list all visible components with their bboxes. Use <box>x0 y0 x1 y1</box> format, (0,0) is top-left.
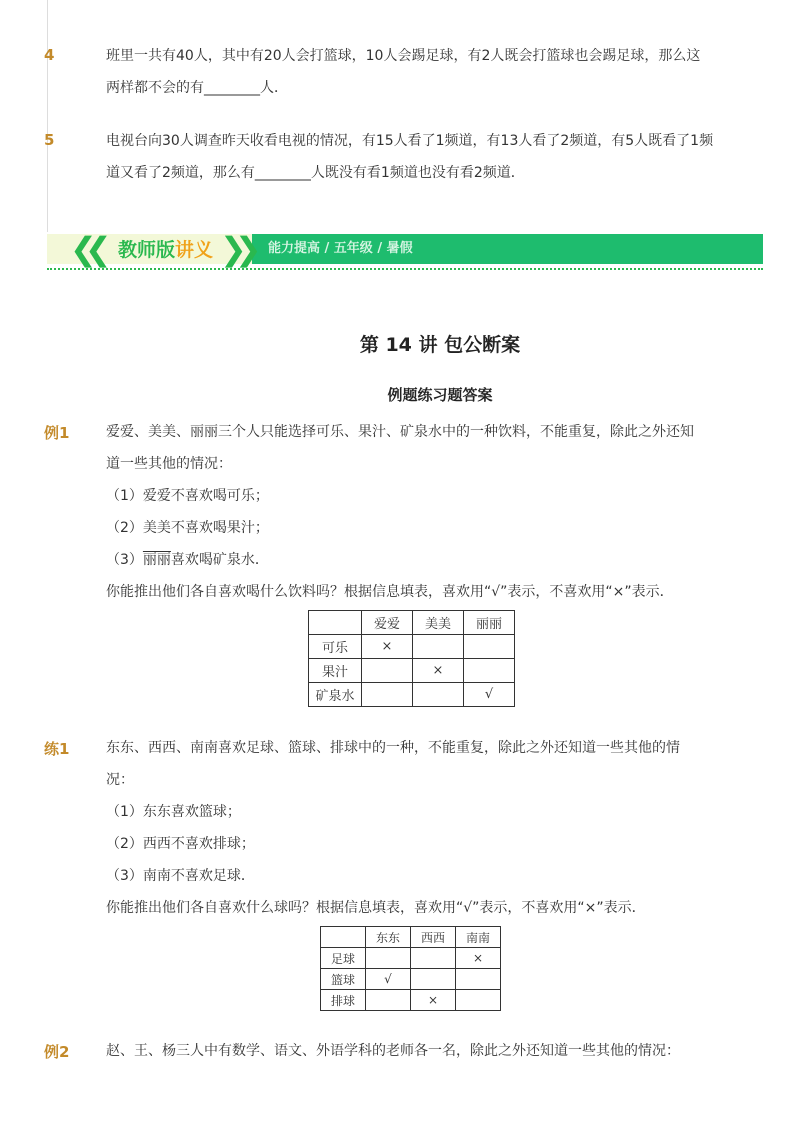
table-corner <box>309 611 362 635</box>
practice-1-cond1: （1）东东喜欢篮球； <box>106 804 241 820</box>
table-cell: × <box>413 659 464 683</box>
example-1-line1: 爱爱、美美、丽丽三个人只能选择可乐、果汁、矿泉水中的一种饮料，不能重复，除此之外还知 <box>106 424 694 440</box>
lecture-title: 第 14 讲 包公断案 <box>359 334 521 356</box>
table-cell <box>413 683 464 707</box>
example-2-line1: 赵、王、杨三人中有数学、语文、外语学科的老师各一名，除此之外还知道一些其他的情况： <box>106 1043 680 1059</box>
table-cell: × <box>411 990 456 1011</box>
table-cell <box>456 969 501 990</box>
practice-1-cond3: （3）南南不喜欢足球． <box>106 868 255 884</box>
banner-title-part2: 讲义 <box>175 239 214 261</box>
double-chevron-right-icon: ❯❯ <box>220 230 250 268</box>
table-col-header: 东东 <box>366 927 411 948</box>
table-cell <box>411 948 456 969</box>
table-cell <box>464 635 515 659</box>
table-cell <box>411 969 456 990</box>
practice-1-question: 你能推出他们各自喜欢什么球吗？根据信息填表，喜欢用“√”表示，不喜欢用“×”表示． <box>106 900 646 916</box>
example-1-text <box>106 416 736 608</box>
question-4-line1: 班里一共有40人，其中有20人会打篮球，10人会踢足球，有2人既会打篮球也会踢足球，那么这 <box>106 48 701 64</box>
banner-subtitle: 能力提高 / 五年级 / 暑假 <box>268 241 413 256</box>
banner-title-part1: 教师版 <box>118 239 176 261</box>
table-cell <box>362 683 413 707</box>
cond3-rest: 喜欢喝矿泉水． <box>170 552 269 568</box>
example-1-cond2: （2）美美不喜欢喝果汁； <box>106 520 269 536</box>
table-row-header: 足球 <box>321 948 366 969</box>
example-1-question: 你能推出他们各自喜欢喝什么饮料吗？根据信息填表，喜欢用“√”表示，不喜欢用“×”表示． <box>106 584 674 600</box>
table-col-header: 丽丽 <box>464 611 515 635</box>
table-cell <box>366 948 411 969</box>
practice-1-text <box>106 732 736 924</box>
practice-1-line1: 东东、西西、南南喜欢足球、篮球、排球中的一种，不能重复，除此之外还知道一些其他的情 <box>106 740 680 756</box>
practice-1-table <box>320 926 501 1011</box>
table-cell: × <box>456 948 501 969</box>
table-cell <box>413 635 464 659</box>
question-number-4: 4 <box>44 46 55 64</box>
table-cell: √ <box>366 969 411 990</box>
example-1-line2: 道一些其他的情况： <box>106 456 232 472</box>
question-number-5: 5 <box>44 131 55 149</box>
cond3-prefix: （3） <box>106 552 143 568</box>
table-row-header: 可乐 <box>309 635 362 659</box>
question-5-line2: 道又看了2频道，那么有________人既没有看1频道也没有看2频道． <box>106 165 525 181</box>
table-row-header: 果汁 <box>309 659 362 683</box>
question-4-line2: 两样都不会的有________人． <box>106 80 288 96</box>
table-row-header: 排球 <box>321 990 366 1011</box>
question-5 <box>106 125 716 189</box>
table-col-header: 南南 <box>456 927 501 948</box>
table-cell <box>366 990 411 1011</box>
practice-1-line2: 况： <box>106 772 134 788</box>
example-1-cond3 <box>106 544 736 576</box>
example-1-table <box>308 610 515 707</box>
double-chevron-left-icon: ❮❮ <box>70 230 100 268</box>
example-1-label: 例1 <box>44 424 70 442</box>
example-1-cond1: （1）爱爱不喜欢喝可乐； <box>106 488 269 504</box>
table-cell <box>464 659 515 683</box>
banner-dotted-divider <box>47 268 763 270</box>
table-col-header: 爱爱 <box>362 611 413 635</box>
example-2-label: 例2 <box>44 1043 70 1061</box>
table-corner <box>321 927 366 948</box>
table-cell: × <box>362 635 413 659</box>
table-cell: √ <box>464 683 515 707</box>
section-title: 例题练习题答案 <box>387 386 493 404</box>
cond3-name: 丽丽 <box>142 552 171 568</box>
table-cell <box>456 990 501 1011</box>
banner-title <box>118 235 213 265</box>
practice-1-label: 练1 <box>44 740 70 758</box>
table-col-header: 美美 <box>413 611 464 635</box>
table-row-header: 篮球 <box>321 969 366 990</box>
margin-line <box>47 0 48 232</box>
question-5-line1: 电视台向30人调查昨天收看电视的情况，有15人看了1频道，有13人看了2频道，有5人既看了1频 <box>106 133 714 149</box>
table-cell <box>362 659 413 683</box>
practice-1-cond2: （2）西西不喜欢排球； <box>106 836 255 852</box>
question-4 <box>106 40 716 104</box>
table-col-header: 西西 <box>411 927 456 948</box>
table-row-header: 矿泉水 <box>309 683 362 707</box>
